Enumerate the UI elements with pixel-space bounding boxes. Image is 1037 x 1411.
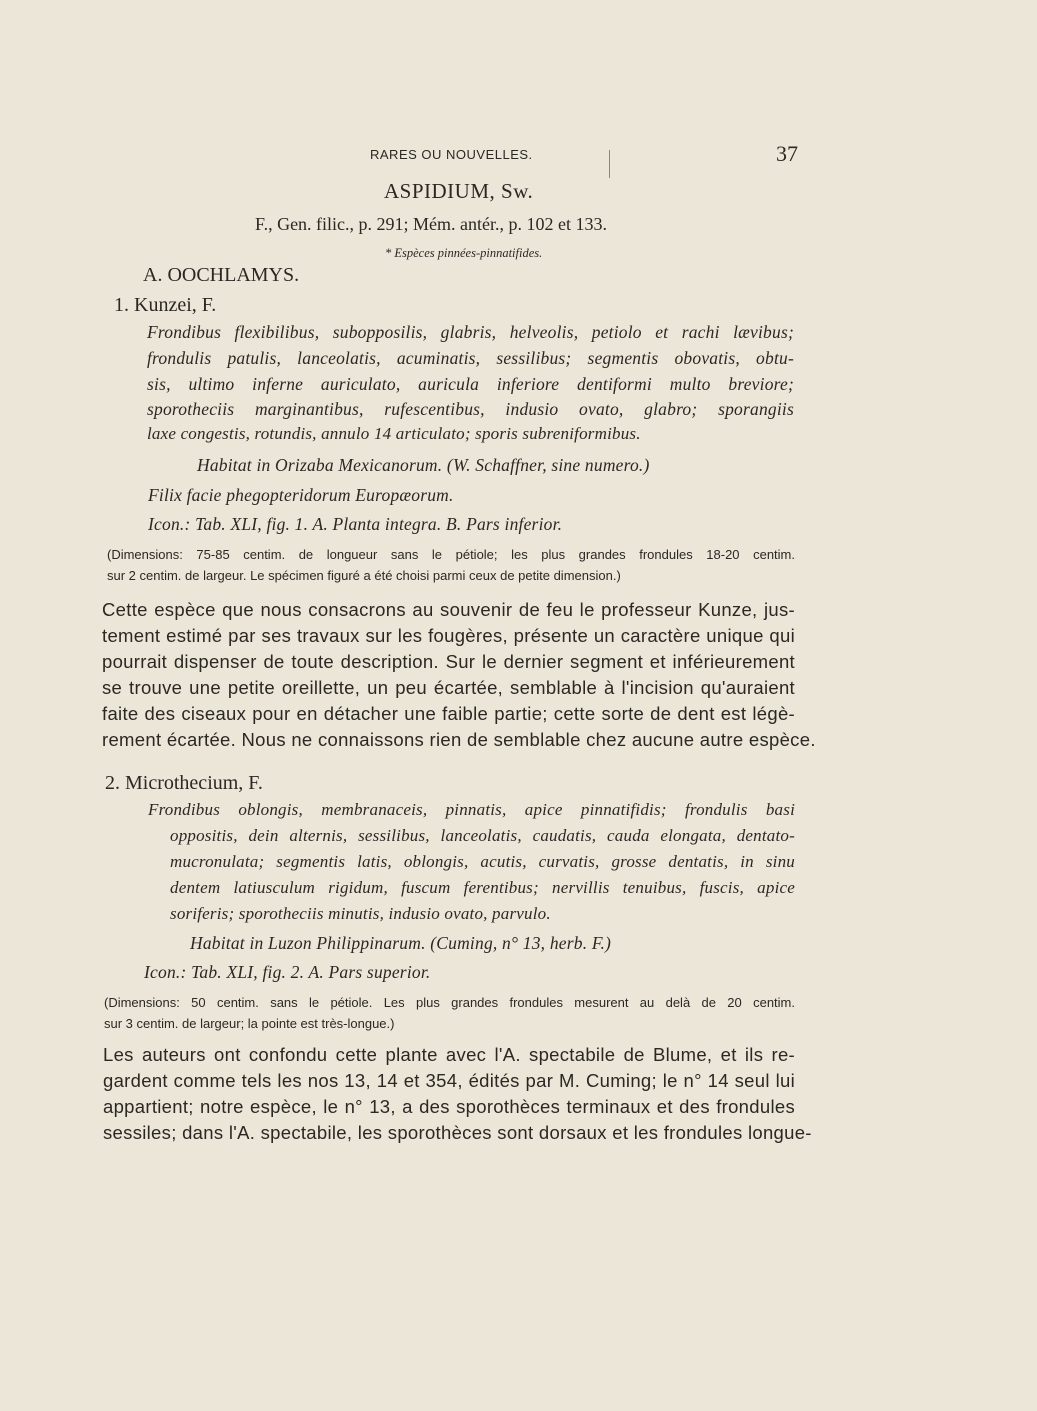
- species2-diagnosis-line: dentem latiusculum rigidum, fuscum ferentibus; nervillis tenuibus, fuscis, apice: [170, 878, 795, 897]
- species1-diagnosis-line: frondulis patulis, lanceolatis, acuminatis, sessilibus; segmentis obovatis, obtu-: [147, 348, 794, 368]
- species1-text-line: rement écartée. Nous ne connaissons rien de semblable chez aucune autre espèce.: [102, 729, 816, 750]
- species2-diagnosis-line: Frondibus oblongis, membranaceis, pinnatis, apice pinnatifidis; frondulis basi: [148, 800, 795, 819]
- species1-dimensions-line: sur 2 centim. de largeur. Le spécimen figuré a été choisi parmi ceux de petite dimension.): [107, 568, 621, 583]
- page-number: 37: [776, 141, 798, 166]
- species1-text-line: Cette espèce que nous consacrons au souvenir de feu le professeur Kunze, jus-: [102, 599, 795, 620]
- species2-diagnosis-line: soriferis; sporotheciis minutis, indusio ovato, parvulo.: [170, 904, 551, 923]
- species1-text-line: tement estimé par ses travaux sur les fougères, présente un caractère unique qui: [102, 625, 795, 646]
- running-head-title: RARES OU NOUVELLES.: [370, 147, 533, 162]
- species1-icon-ref: Icon.: Tab. XLI, fig. 1. A. Planta integra. B. Pars inferior.: [148, 514, 563, 534]
- species1-text-line: pourrait dispenser de toute description. Sur le dernier segment et inférieurement: [102, 651, 795, 672]
- species2-text-line: sessiles; dans l'A. spectabile, les sporothèces sont dorsaux et les frondules longue-: [103, 1122, 812, 1143]
- species2-text-line: Les auteurs ont confondu cette plante avec l'A. spectabile de Blume, et ils re-: [103, 1044, 795, 1065]
- section-title: A. OOCHLAMYS.: [143, 264, 300, 286]
- species1-dimensions-line: (Dimensions: 75-85 centim. de longueur sans le pétiole; les plus grandes frondules 18-20 centim.: [107, 547, 795, 562]
- species1-text-line: faite des ciseaux pour en détacher une faible partie; cette sorte de dent est légè-: [102, 703, 795, 724]
- species2-diagnosis-line: oppositis, dein alternis, sessilibus, lanceolatis, caudatis, cauda elongata, dentato-: [170, 826, 795, 845]
- species2-text-line: appartient; notre espèce, le n° 13, a des sporothèces terminaux et des frondules: [103, 1096, 795, 1117]
- species1-text-line: se trouve une petite oreillette, un peu écartée, semblable à l'incision qu'auraient: [102, 677, 795, 698]
- species2-dimensions-line: (Dimensions: 50 centim. sans le pétiole. Les plus grandes frondules mesurent au delà de 20 centim.: [104, 995, 795, 1010]
- species2-text-line: gardent comme tels les nos 13, 14 et 354, édités par M. Cuming; le n° 14 seul lui: [103, 1070, 795, 1091]
- margin-mark: [609, 150, 610, 178]
- species1-heading: 1. Kunzei, F.: [114, 294, 217, 316]
- species1-diagnosis-line: sis, ultimo inferne auriculato, auricula inferiore dentiformi multo breviore;: [147, 374, 794, 394]
- species1-diagnosis-line: sporotheciis marginantibus, rufescentibus, indusio ovato, glabro; sporangiis: [147, 399, 794, 419]
- species2-heading: 2. Microthecium, F.: [105, 772, 263, 794]
- species2-dimensions-line: sur 3 centim. de largeur; la pointe est très-longue.): [104, 1016, 395, 1031]
- species1-diagnosis-line: Frondibus flexibilibus, subopposilis, glabris, helveolis, petiolo et rachi lævibus;: [147, 322, 794, 342]
- species1-habitat: Habitat in Orizaba Mexicanorum. (W. Schaffner, sine numero.): [197, 455, 650, 475]
- species1-diagnosis-line: laxe congestis, rotundis, annulo 14 articulato; sporis subreniformibus.: [147, 424, 641, 443]
- species2-habitat: Habitat in Luzon Philippinarum. (Cuming, n° 13, herb. F.): [190, 933, 612, 953]
- species2-icon-ref: Icon.: Tab. XLI, fig. 2. A. Pars superior.: [144, 962, 431, 982]
- genus-title: ASPIDIUM, Sw.: [384, 179, 534, 203]
- species1-filix: Filix facie phegopteridorum Europæorum.: [148, 485, 454, 505]
- genus-reference: F., Gen. filic., p. 291; Mém. antér., p. 102 et 133.: [255, 214, 608, 234]
- species2-diagnosis-line: mucronulata; segmentis latis, oblongis, acutis, curvatis, grosse dentatis, in sinu: [170, 852, 795, 871]
- genus-division: * Espèces pinnées-pinnatifides.: [385, 246, 543, 260]
